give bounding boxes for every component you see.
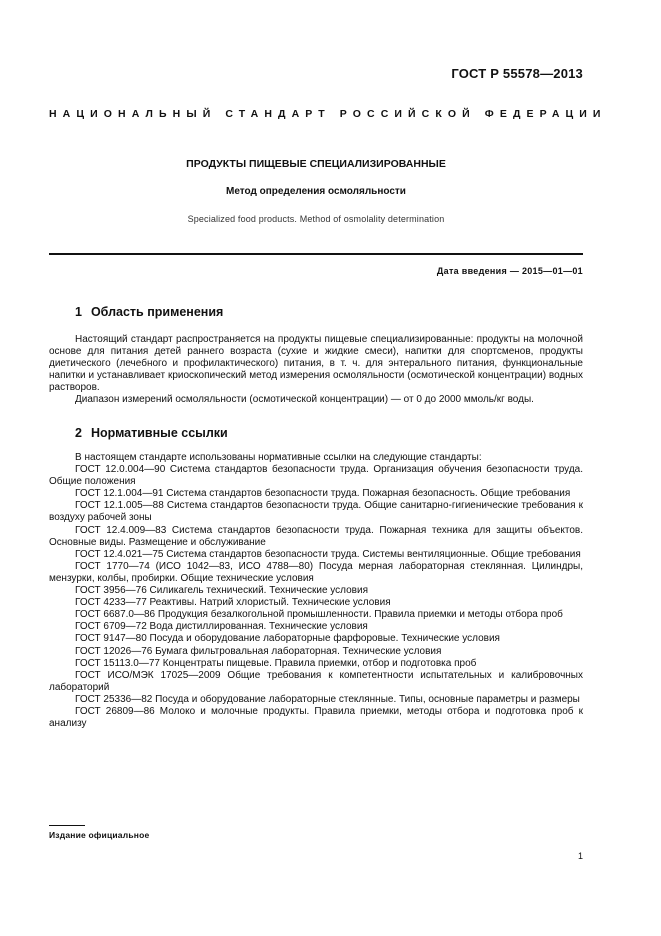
reference-item: ГОСТ 12026—76 Бумага фильтровальная лабораторная. Технические условия — [75, 645, 442, 657]
reference-item: ГОСТ 3956—76 Силикагель технический. Технические условия — [75, 585, 368, 597]
section-title: Область применения — [90, 305, 224, 319]
reference-item: ГОСТ 26809—86 Молоко и молочные продукты. Правила приемки, методы отбора и подготовка проб к анализу — [49, 705, 583, 730]
reference-item: ГОСТ 12.4.009—83 Система стандартов безопасности труда. Пожарная техника для защиты объектов. Основные виды. Размещение и обслуживание — [49, 524, 583, 548]
paragraph: В настоящем стандарте использованы нормативные ссылки на следующие стандарты: — [75, 452, 482, 463]
footer-divider — [49, 825, 85, 826]
reference-item: ГОСТ 6687.0—86 Продукция безалкогольной промышленности. Правила приемки и методы отбора проб — [75, 609, 563, 621]
reference-item: ГОСТ 15113.0—77 Концентраты пищевые. Правила приемки, отбор и подготовка проб — [75, 657, 477, 669]
reference-item: ГОСТ 1770—74 (ИСО 1042—83, ИСО 4788—80) Посуда мерная лабораторная стеклянная. Цилиндры, мензурки, колбы, пробирки. Общие технические условия — [49, 560, 583, 584]
section-body-references — [49, 452, 583, 730]
section-number: 1 — [75, 305, 82, 319]
paragraph: Диапазон измерений осмоляльности (осмотической концентрации) — от 0 до 2000 ммоль/кг воды. — [75, 394, 534, 406]
reference-item: ГОСТ 12.0.004—90 Система стандартов безопасности труда. Организация обучения безопасности труда. Общие положения — [49, 464, 583, 488]
reference-item: ГОСТ 9147—80 Посуда и оборудование лабораторные фарфоровые. Технические условия — [75, 633, 500, 645]
reference-item: ГОСТ 12.4.021—75 Система стандартов безопасности труда. Системы вентиляционные. Общие требования — [75, 548, 581, 560]
reference-item: ГОСТ ИСО/МЭК 17025—2009 Общие требования к компетентности испытательных и калибровочных лабораторий — [49, 669, 583, 693]
reference-item: ГОСТ 25336—82 Посуда и оборудование лабораторные стеклянные. Типы, основные параметры и размеры — [75, 693, 580, 705]
page-number: 1 — [577, 851, 583, 861]
section-heading-references — [75, 426, 228, 440]
standard-code: ГОСТ Р 55578—2013 — [451, 66, 583, 81]
paragraph: Настоящий стандарт распространяется на продукты пищевые специализированные: продукты на молочной основе для питания детей раннего возраста (сухие и жидкие смеси), напитки для спортсменов, продукты диетического (лечебного и профилактического) питания, в т. ч. для энтерального питания, функциональные напитки и устанавливает криоскопический метод измерения осмоляльности (осмотической концентрации) водных растворов. — [49, 334, 583, 394]
section-body-scope — [49, 334, 583, 407]
national-standard-banner: НАЦИОНАЛЬНЫЙ СТАНДАРТ РОССИЙСКОЙ ФЕДЕРАЦИИ — [49, 108, 607, 120]
introduction-date: Дата введения — 2015—01—01 — [436, 266, 583, 276]
reference-item: ГОСТ 12.1.005—88 Система стандартов безопасности труда. Общие санитарно-гигиенические требования к воздуху рабочей зоны — [49, 500, 583, 524]
official-edition-note: Издание официальное — [49, 830, 150, 840]
reference-item: ГОСТ 6709—72 Вода дистиллированная. Технические условия — [75, 621, 368, 633]
section-heading-scope — [75, 305, 223, 319]
header-divider — [49, 253, 583, 255]
reference-item: ГОСТ 4233—77 Реактивы. Натрий хлористый. Технические условия — [75, 597, 391, 609]
english-title: Specialized food products. Method of osmolality determination — [187, 214, 445, 224]
section-number: 2 — [75, 426, 82, 440]
document-title: ПРОДУКТЫ ПИЩЕВЫЕ СПЕЦИАЛИЗИРОВАННЫЕ — [186, 158, 446, 170]
reference-item: ГОСТ 12.1.004—91 Система стандартов безопасности труда. Пожарная безопасность. Общие требования — [75, 488, 571, 500]
document-subtitle: Метод определения осмоляльности — [226, 186, 406, 197]
section-title: Нормативные ссылки — [90, 426, 228, 440]
